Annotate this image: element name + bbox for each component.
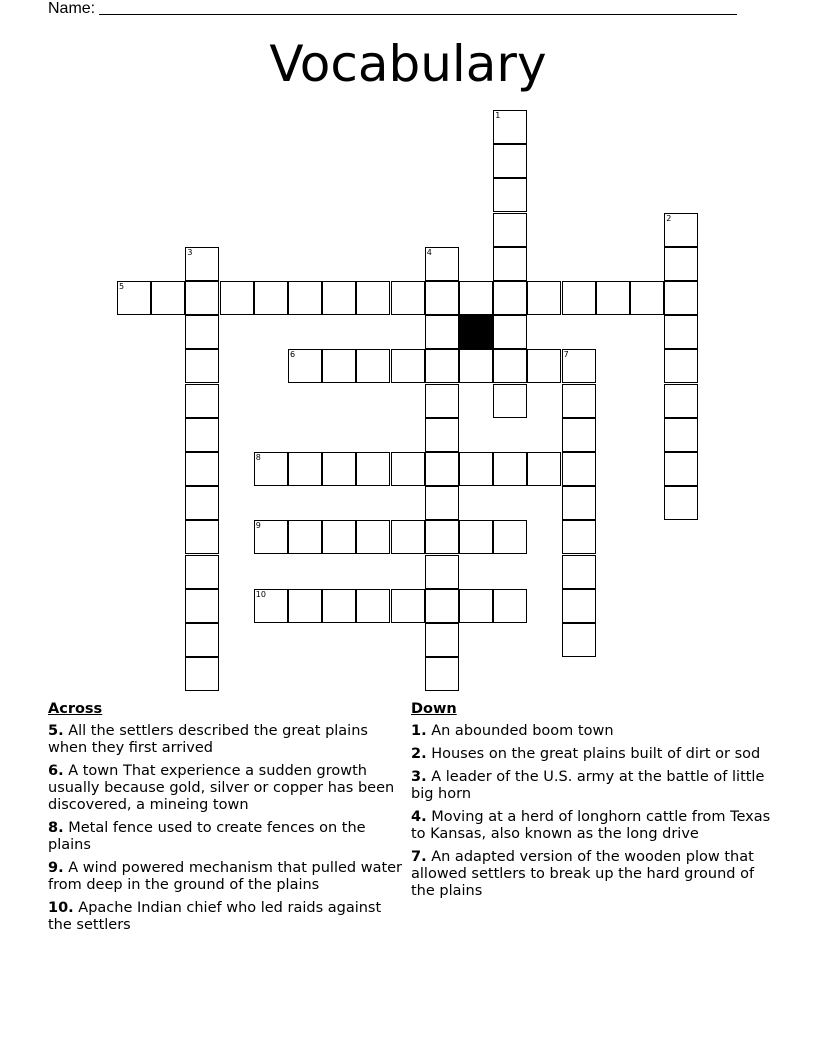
grid-cell[interactable] [288, 349, 322, 383]
grid-cell[interactable] [288, 520, 322, 554]
grid-cell[interactable] [459, 589, 493, 623]
grid-cell[interactable] [562, 589, 596, 623]
grid-cell[interactable] [630, 281, 664, 315]
grid-cell[interactable] [664, 486, 698, 520]
grid-cell[interactable] [185, 486, 219, 520]
grid-cell[interactable] [493, 315, 527, 349]
grid-cell[interactable] [391, 520, 425, 554]
down-heading: Down [411, 701, 457, 717]
grid-cell[interactable] [185, 555, 219, 589]
grid-cell[interactable] [562, 349, 596, 383]
grid-cell[interactable] [425, 349, 459, 383]
clue-text: A leader of the U.S. army at the battle of little big horn [411, 769, 765, 802]
grid-cell[interactable] [288, 589, 322, 623]
grid-cell[interactable] [493, 178, 527, 212]
clue-number-label: 8 [255, 453, 261, 462]
across-clue [48, 820, 408, 854]
clue-text: A town That experience a sudden growth usually because gold, silver or copper has been discovered, a mineing town [48, 763, 395, 813]
clue-text: Metal fence used to create fences on the plains [48, 820, 366, 853]
clue-number-label: 10 [255, 589, 266, 599]
down-clue [411, 809, 776, 843]
grid-cell[interactable] [185, 623, 219, 657]
grid-cell[interactable] [493, 589, 527, 623]
grid-cell[interactable] [391, 589, 425, 623]
grid-cell[interactable] [117, 281, 151, 315]
grid-cell[interactable] [356, 520, 390, 554]
grid-cell[interactable] [220, 281, 254, 315]
across-clue [48, 723, 408, 757]
clue-number-label: 9 [255, 521, 261, 531]
grid-cell[interactable] [459, 520, 493, 554]
clue-number-label: 2 [666, 213, 672, 223]
grid-cell[interactable] [562, 281, 596, 315]
grid-cell[interactable] [527, 281, 561, 315]
grid-cell[interactable] [288, 452, 322, 486]
grid-cell[interactable] [459, 452, 493, 486]
clue-number: 4. [411, 809, 427, 825]
down-clues [411, 701, 776, 906]
clue-text: Apache Indian chief who led raids against the settlers [48, 900, 382, 933]
grid-cell[interactable] [322, 281, 356, 315]
clue-number: 2. [411, 746, 427, 762]
grid-cell[interactable] [493, 144, 527, 178]
grid-cell[interactable] [664, 315, 698, 349]
grid-cell[interactable] [356, 452, 390, 486]
grid-cell[interactable] [459, 281, 493, 315]
grid-cell[interactable] [356, 349, 390, 383]
clue-text: An abounded boom town [431, 723, 614, 739]
across-clue [48, 860, 408, 894]
down-clue [411, 723, 776, 740]
grid-cell[interactable] [391, 281, 425, 315]
grid-cell[interactable] [493, 213, 527, 247]
across-clue [48, 763, 408, 814]
grid-cell[interactable] [425, 247, 459, 281]
grid-cell[interactable] [664, 418, 698, 452]
grid-cell[interactable] [425, 657, 459, 691]
grid-cell[interactable] [425, 486, 459, 520]
grid-cell[interactable] [425, 520, 459, 554]
grid-cell[interactable] [562, 384, 596, 418]
clue-number: 5. [48, 723, 64, 739]
grid-cell[interactable] [493, 452, 527, 486]
grid-cell[interactable] [322, 520, 356, 554]
clue-text: A wind powered mechanism that pulled water from deep in the ground of the plains [48, 860, 403, 893]
grid-cell[interactable] [664, 281, 698, 315]
clue-number: 10. [48, 900, 74, 916]
grid-cell[interactable] [493, 520, 527, 554]
grid-cell[interactable] [664, 247, 698, 281]
grid-cell[interactable] [562, 623, 596, 657]
grid-cell[interactable] [493, 349, 527, 383]
grid-cell[interactable] [254, 452, 288, 486]
grid-cell[interactable] [425, 452, 459, 486]
grid-cell[interactable] [664, 213, 698, 247]
clue-number-label: 4 [426, 247, 432, 257]
grid-cell[interactable] [288, 281, 322, 315]
clue-number: 8. [48, 820, 64, 836]
grid-cell[interactable] [493, 384, 527, 418]
grid-cell[interactable] [425, 281, 459, 315]
grid-cell[interactable] [391, 349, 425, 383]
clue-number: 6. [48, 763, 64, 779]
across-clues [48, 701, 408, 940]
clue-number-label: 6 [290, 350, 296, 360]
grid-cell[interactable] [425, 623, 459, 657]
grid-cell[interactable] [425, 555, 459, 589]
grid-cell[interactable] [185, 452, 219, 486]
grid-cell[interactable] [562, 486, 596, 520]
clue-text: Houses on the great plains built of dirt or sod [431, 746, 761, 762]
grid-cell[interactable] [664, 384, 698, 418]
grid-cell[interactable] [322, 452, 356, 486]
grid-cell[interactable] [356, 281, 390, 315]
grid-cell[interactable] [322, 349, 356, 383]
grid-cell[interactable] [185, 418, 219, 452]
clue-text: An adapted version of the wooden plow that allowed settlers to break up the hard ground of the plains [411, 849, 755, 899]
clue-text: Moving at a herd of longhorn cattle from Texas to Kansas, also known as the long drive [411, 809, 771, 842]
across-clue [48, 900, 408, 934]
clue-number-label: 1 [495, 111, 501, 120]
clue-text: All the settlers described the great plains when they first arrived [48, 723, 368, 756]
grid-cell[interactable] [596, 281, 630, 315]
grid-cell[interactable] [425, 315, 459, 349]
grid-cell[interactable] [493, 247, 527, 281]
grid-cell[interactable] [493, 110, 527, 144]
grid-cell[interactable] [562, 555, 596, 589]
clue-number-label: 7 [563, 350, 569, 360]
clue-number: 3. [411, 769, 427, 785]
grid-cell[interactable] [664, 349, 698, 383]
grid-cell[interactable] [185, 657, 219, 691]
page-title: Vocabulary [269, 35, 547, 93]
grid-cell[interactable] [356, 589, 390, 623]
clue-number: 7. [411, 849, 427, 865]
grid-cell[interactable] [185, 247, 219, 281]
grid-cell[interactable] [664, 452, 698, 486]
grid-cell[interactable] [254, 281, 288, 315]
grid-cell[interactable] [425, 384, 459, 418]
grid-cell[interactable] [459, 349, 493, 383]
black-cell [459, 315, 493, 349]
grid-cell[interactable] [493, 281, 527, 315]
grid-cell[interactable] [527, 452, 561, 486]
down-clue [411, 746, 776, 763]
grid-cell[interactable] [185, 349, 219, 383]
grid-cell[interactable] [425, 418, 459, 452]
grid-cell[interactable] [562, 520, 596, 554]
name-label: Name: [48, 0, 96, 17]
clue-number-label: 3 [187, 247, 193, 257]
clue-number-label: 5 [119, 282, 125, 291]
grid-cell[interactable] [185, 520, 219, 554]
grid-cell[interactable] [185, 315, 219, 349]
grid-cell[interactable] [185, 384, 219, 418]
grid-cell[interactable] [527, 349, 561, 383]
grid-cell[interactable] [185, 281, 219, 315]
down-clue [411, 849, 776, 900]
clue-number: 1. [411, 723, 427, 739]
grid-cell[interactable] [254, 589, 288, 623]
grid-cell[interactable] [391, 452, 425, 486]
grid-cell[interactable] [562, 418, 596, 452]
grid-cell[interactable] [151, 281, 185, 315]
across-heading: Across [48, 701, 103, 717]
grid-cell[interactable] [185, 589, 219, 623]
grid-cell[interactable] [254, 520, 288, 554]
grid-cell[interactable] [562, 452, 596, 486]
grid-cell[interactable] [425, 589, 459, 623]
down-clue [411, 769, 776, 803]
grid-cell[interactable] [322, 589, 356, 623]
clue-number: 9. [48, 860, 64, 876]
